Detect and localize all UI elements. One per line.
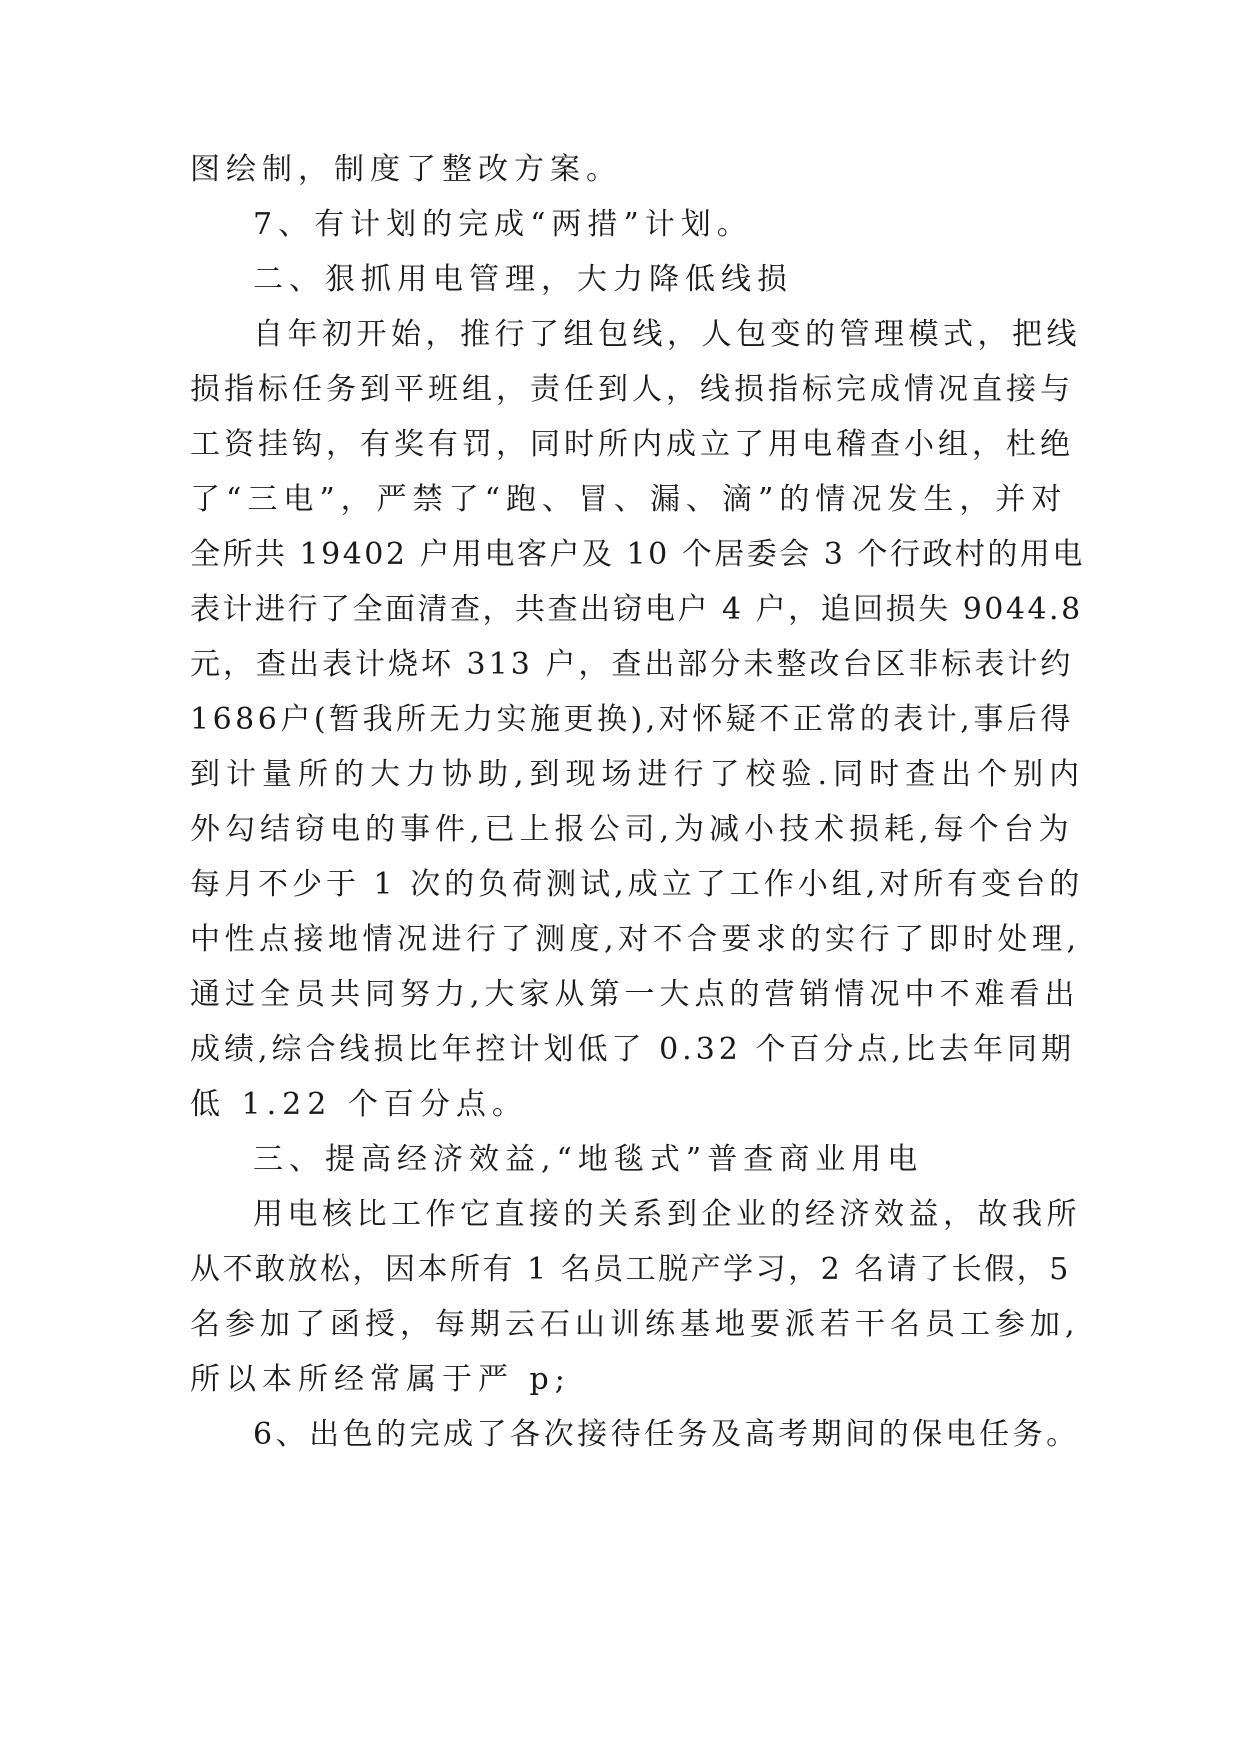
text-line: 了“三电”，严禁了“跑、冒、漏、滴”的情况发生，并对 (190, 482, 1068, 517)
text-line: 自年初开始，推行了组包线，人包变的管理模式，把线 (253, 317, 1081, 352)
text-line: 元，查出表计烧坏 313 户，查出部分未整改台区非标表计约 (190, 647, 1074, 682)
text-line: 每月不少于 1 次的负荷测试,成立了工作小组,对所有变台的 (190, 867, 1084, 902)
text-line: 名参加了函授，每期云石山训练基地要派若干名员工参加, (190, 1307, 1080, 1342)
text-line: 图绘制，制度了整改方案。 (190, 152, 622, 187)
section-heading: 三、提高经济效益,“地毯式”普查商业用电 (253, 1142, 924, 1177)
text-line: 6、出色的完成了各次接待任务及高考期间的保电任务。 (253, 1417, 1080, 1452)
text-line: 到计量所的大力协助,到现场进行了校验.同时查出个别内 (190, 757, 1086, 792)
text-line: 外勾结窃电的事件,已上报公司,为减小技术损耗,每个台为 (190, 812, 1074, 847)
text-line: 低 1.22 个百分点。 (190, 1087, 528, 1122)
text-line: 7、有计划的完成“两措”计划。 (253, 207, 753, 242)
text-line: 通过全员共同努力,大家从第一大点的营销情况中不难看出 (190, 977, 1080, 1012)
text-line: 中性点接地情况进行了测度,对不合要求的实行了即时处理, (190, 922, 1081, 957)
text-line: 全所共 19402 户用电客户及 10 个居委会 3 个行政村的用电 (190, 537, 1085, 572)
text-line: 从不敢放松，因本所有 1 名员工脱产学习，2 名请了长假，5 (190, 1252, 1071, 1287)
text-line: 所以本所经常属于严 p; (190, 1362, 571, 1397)
text-line: 成绩,综合线损比年控计划低了 0.32 个百分点,比去年同期 (190, 1032, 1075, 1067)
section-heading: 二、狠抓用电管理，大力降低线损 (253, 262, 793, 297)
text-line: 1686户(暂我所无力实施更换),对怀疑不正常的表计,事后得 (190, 702, 1074, 737)
text-line: 用电核比工作它直接的关系到企业的经济效益，故我所 (253, 1197, 1081, 1232)
text-line: 损指标任务到平班组，责任到人，线损指标完成情况直接与 (190, 372, 1074, 407)
text-line: 表计进行了全面清查，共查出窃电户 4 户，追回损失 9044.8 (190, 592, 1083, 627)
text-line: 工资挂钩，有奖有罚，同时所内成立了用电稽查小组，杜绝 (190, 427, 1074, 462)
